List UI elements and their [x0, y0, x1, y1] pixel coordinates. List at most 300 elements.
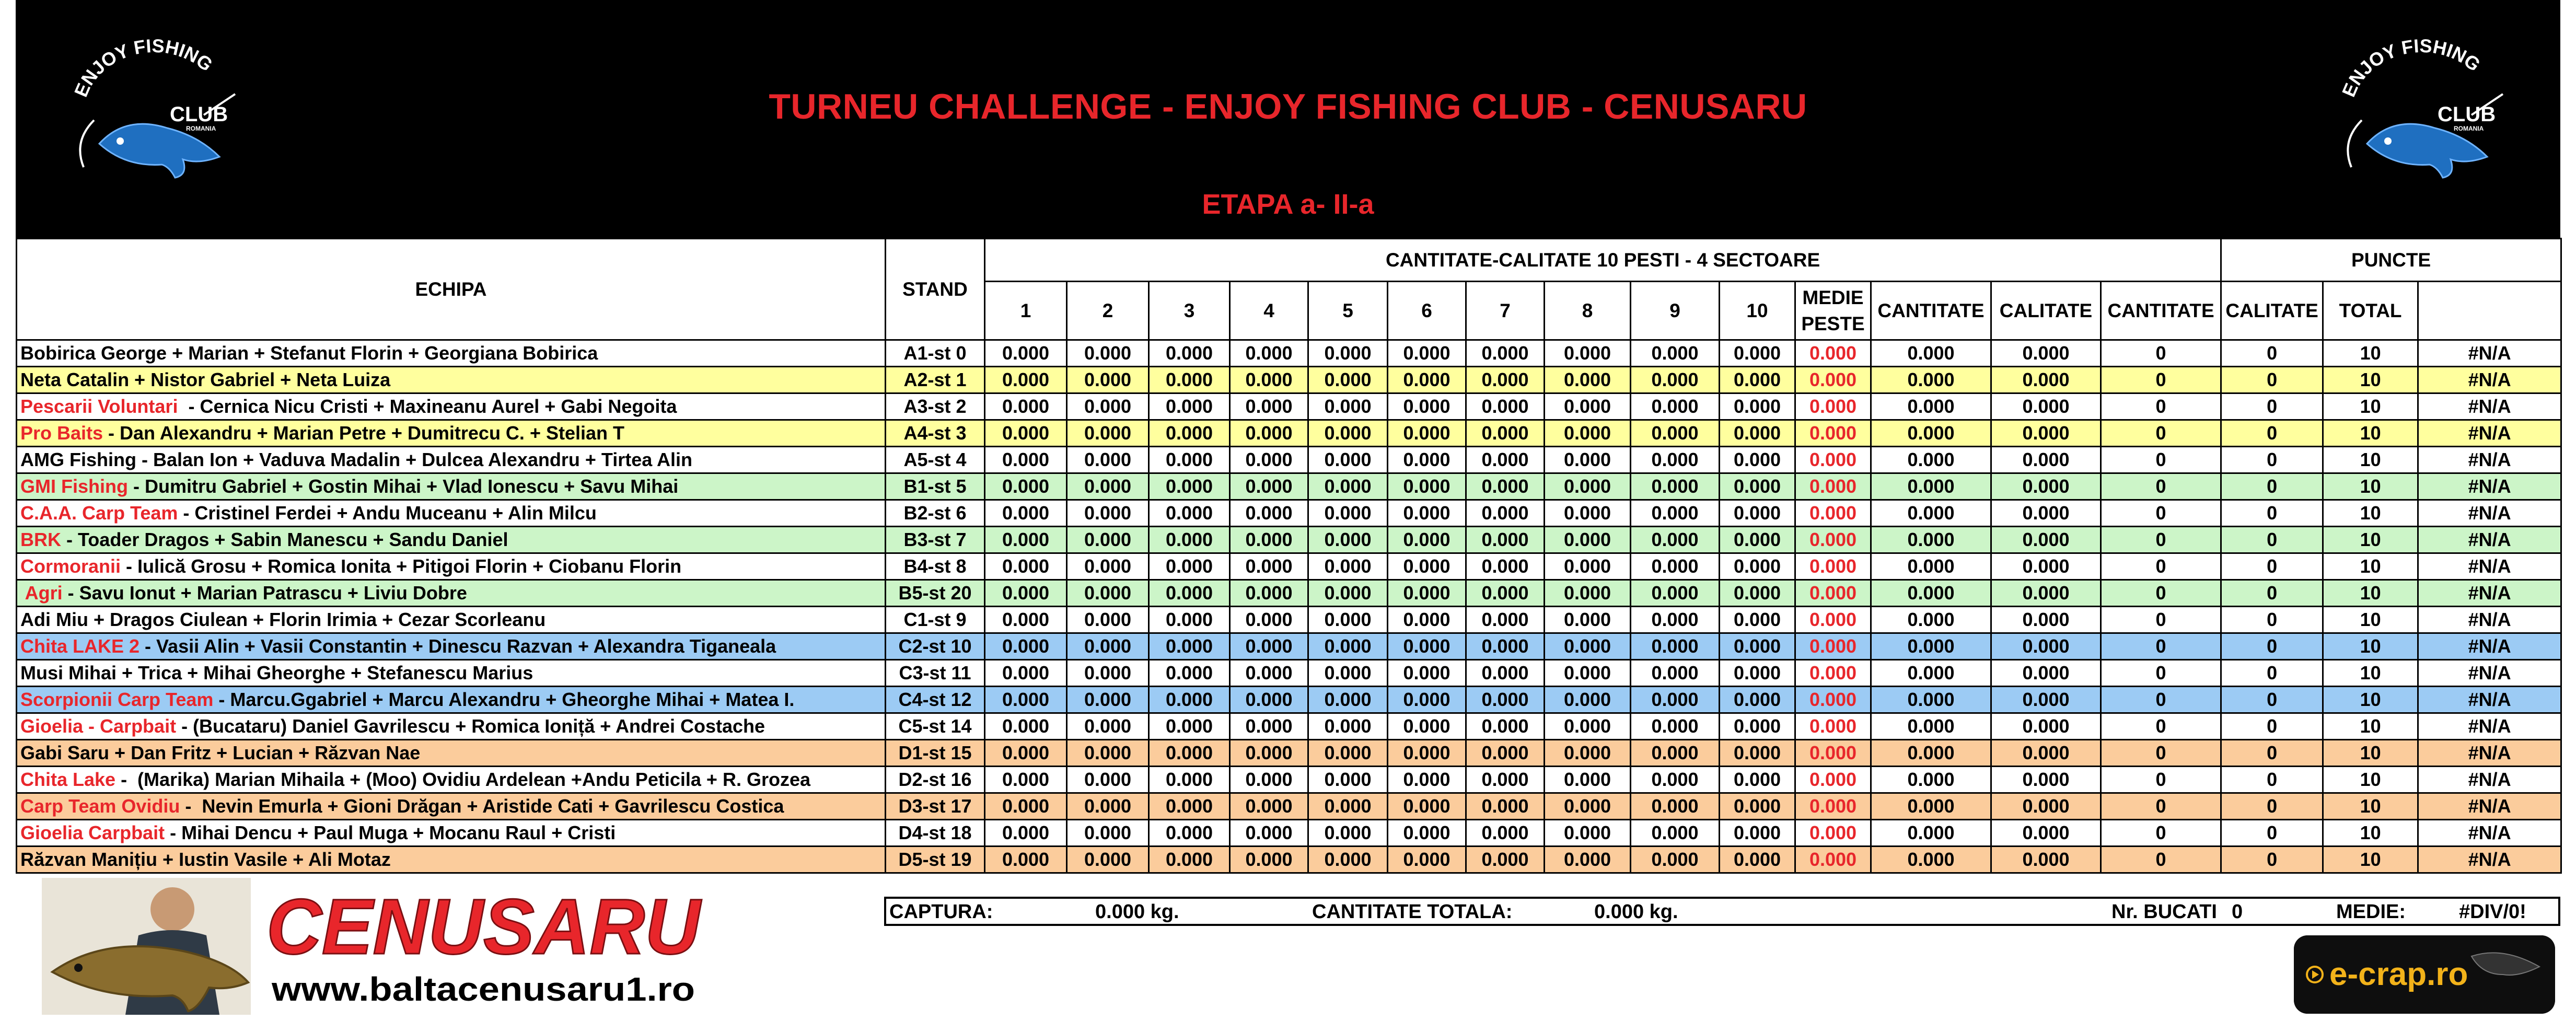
fish-weight-cell: 0.000: [1631, 420, 1720, 447]
fish-weight-cell: 0.000: [1308, 793, 1388, 820]
table-row: [17, 527, 2561, 553]
team-name: Carp Team Ovidiu: [20, 795, 180, 817]
fish-weight-cell: 0.000: [1308, 367, 1388, 393]
header-fish-1: 1: [985, 282, 1067, 340]
fish-weight-cell: 0.000: [1631, 687, 1720, 713]
team-name: Gioelia Carpbait: [20, 822, 165, 843]
fish-weight-cell: 0.000: [1308, 420, 1388, 447]
puncte-calitate-cell: 0: [2221, 553, 2323, 580]
team-members: - Nevin Emurla + Gioni Drăgan + Aristide Cati + Gavrilescu Costica: [180, 795, 784, 817]
table-row: [17, 740, 2561, 767]
fish-weight-cell: 0.000: [1388, 820, 1466, 847]
puncte-calitate-cell: 0: [2221, 740, 2323, 767]
fish-weight-cell: 0.000: [1545, 473, 1631, 500]
header-group-points: PUNCTE: [2221, 239, 2561, 282]
fish-weight-cell: 0.000: [1230, 713, 1308, 740]
clasament-cell: #N/A: [2418, 527, 2561, 553]
fish-weight-cell: 0.000: [1466, 340, 1545, 367]
fish-weight-cell: 0.000: [1545, 767, 1631, 793]
total-cell: 10: [2323, 687, 2418, 713]
results-table-body: [17, 340, 2561, 873]
fish-weight-cell: 0.000: [1230, 660, 1308, 687]
fish-weight-cell: 0.000: [1149, 553, 1230, 580]
header-total: TOTAL: [2323, 282, 2418, 340]
puncte-cantitate-cell: 0: [2101, 793, 2221, 820]
fish-weight-cell: 0.000: [1720, 367, 1795, 393]
fish-weight-cell: 0.000: [1308, 527, 1388, 553]
calitate-cell: 0.000: [1991, 420, 2101, 447]
header-cantitate: CANTITATE: [1871, 282, 1991, 340]
table-row: [17, 687, 2561, 713]
total-cell: 10: [2323, 740, 2418, 767]
total-cell: 10: [2323, 553, 2418, 580]
puncte-calitate-cell: 0: [2221, 820, 2323, 847]
header-puncte-calitate: CALITATE: [2221, 282, 2323, 340]
fish-weight-cell: 0.000: [1631, 500, 1720, 527]
team-name: C.A.A. Carp Team: [20, 502, 178, 524]
nr-bucati-label: Nr. BUCATI: [2111, 901, 2217, 923]
fish-weight-cell: 0.000: [1466, 660, 1545, 687]
header-medie-peste: MEDIE PESTE: [1795, 282, 1871, 340]
fish-weight-cell: 0.000: [1308, 500, 1388, 527]
fish-weight-cell: 0.000: [1067, 687, 1149, 713]
fish-weight-cell: 0.000: [1545, 660, 1631, 687]
total-cell: 10: [2323, 500, 2418, 527]
fish-weight-cell: 0.000: [1067, 740, 1149, 767]
header-stand: STAND: [886, 239, 985, 340]
fish-weight-cell: 0.000: [985, 527, 1067, 553]
stand-cell: A4-st 3: [886, 420, 985, 447]
stand-cell: D3-st 17: [886, 793, 985, 820]
fish-weight-cell: 0.000: [1067, 553, 1149, 580]
medie-peste-cell: 0.000: [1795, 393, 1871, 420]
medie-peste-cell: 0.000: [1795, 420, 1871, 447]
team-cell: [17, 340, 886, 367]
stand-cell: C1-st 9: [886, 607, 985, 633]
fish-weight-cell: 0.000: [1230, 767, 1308, 793]
fish-weight-cell: 0.000: [1466, 527, 1545, 553]
fish-weight-cell: 0.000: [1631, 367, 1720, 393]
puncte-cantitate-cell: 0: [2101, 713, 2221, 740]
fish-weight-cell: 0.000: [1230, 340, 1308, 367]
fish-weight-cell: 0.000: [1230, 367, 1308, 393]
medie-peste-cell: 0.000: [1795, 367, 1871, 393]
fish-weight-cell: 0.000: [1067, 527, 1149, 553]
team-members: AMG Fishing - Balan Ion + Vaduva Madalin + Dulcea Alexandru + Tirtea Alin: [20, 449, 692, 470]
cantitate-totala-value: 0.000 kg.: [1594, 901, 1678, 923]
fish-weight-cell: 0.000: [1388, 847, 1466, 873]
logo-text-line3: ROMANIA: [186, 125, 216, 132]
team-cell: [17, 633, 886, 660]
team-members: - Savu Ionut + Marian Patrascu + Liviu Dobre: [62, 582, 467, 604]
fish-weight-cell: 0.000: [1149, 820, 1230, 847]
ecrap-name: e-crap.ro: [2329, 956, 2468, 992]
stand-cell: C4-st 12: [886, 687, 985, 713]
fish-weight-cell: 0.000: [1308, 847, 1388, 873]
calitate-cell: 0.000: [1991, 687, 2101, 713]
team-members: Neta Catalin + Nistor Gabriel + Neta Luiza: [20, 369, 391, 390]
fish-weight-cell: 0.000: [1720, 580, 1795, 607]
fish-weight-cell: 0.000: [1631, 607, 1720, 633]
fish-weight-cell: 0.000: [1149, 367, 1230, 393]
team-members: Bobirica George + Marian + Stefanut Florin + Georgiana Bobirica: [20, 342, 598, 364]
cenusaru-banner: [42, 878, 721, 1015]
stand-cell: C3-st 11: [886, 660, 985, 687]
fish-weight-cell: 0.000: [1545, 633, 1631, 660]
fish-weight-cell: 0.000: [1149, 580, 1230, 607]
table-row: [17, 847, 2561, 873]
medie-peste-cell: 0.000: [1795, 527, 1871, 553]
fish-weight-cell: 0.000: [1388, 393, 1466, 420]
team-members: - Cernica Nicu Cristi + Maxineanu Aurel + Gabi Negoita: [183, 396, 677, 417]
header-fish-6: 6: [1388, 282, 1466, 340]
medie-peste-cell: 0.000: [1795, 740, 1871, 767]
ecrap-logo: [2294, 935, 2555, 1014]
team-cell: [17, 393, 886, 420]
fish-weight-cell: 0.000: [985, 847, 1067, 873]
fish-weight-cell: 0.000: [1149, 847, 1230, 873]
calitate-cell: 0.000: [1991, 767, 2101, 793]
clasament-cell: #N/A: [2418, 420, 2561, 447]
team-cell: [17, 767, 886, 793]
calitate-cell: 0.000: [1991, 740, 2101, 767]
fish-weight-cell: 0.000: [985, 447, 1067, 473]
clasament-cell: #N/A: [2418, 820, 2561, 847]
puncte-calitate-cell: 0: [2221, 500, 2323, 527]
cantitate-cell: 0.000: [1871, 447, 1991, 473]
cantitate-cell: 0.000: [1871, 687, 1991, 713]
stand-cell: D2-st 16: [886, 767, 985, 793]
cantitate-cell: 0.000: [1871, 713, 1991, 740]
puncte-cantitate-cell: 0: [2101, 447, 2221, 473]
team-members: - Dan Alexandru + Marian Petre + Dumitrecu C. + Stelian T: [103, 422, 624, 444]
calitate-cell: 0.000: [1991, 447, 2101, 473]
fish-weight-cell: 0.000: [1230, 687, 1308, 713]
cantitate-cell: 0.000: [1871, 527, 1991, 553]
medie-peste-cell: 0.000: [1795, 340, 1871, 367]
puncte-cantitate-cell: 0: [2101, 633, 2221, 660]
total-cell: 10: [2323, 793, 2418, 820]
fish-weight-cell: 0.000: [1230, 820, 1308, 847]
fish-weight-cell: 0.000: [1631, 553, 1720, 580]
captura-value: 0.000 kg.: [1095, 901, 1179, 923]
fish-weight-cell: 0.000: [1545, 687, 1631, 713]
stage-title: ETAPA a- II-a: [1202, 189, 1374, 220]
fish-weight-cell: 0.000: [1545, 527, 1631, 553]
cantitate-totala-label: CANTITATE TOTALA:: [1312, 901, 1513, 923]
team-name: Chita LAKE 2: [20, 635, 140, 657]
clasament-cell: #N/A: [2418, 633, 2561, 660]
team-name: GMI Fishing: [20, 476, 128, 497]
fish-weight-cell: 0.000: [1720, 553, 1795, 580]
fish-weight-cell: 0.000: [1388, 367, 1466, 393]
total-cell: 10: [2323, 367, 2418, 393]
fish-weight-cell: 0.000: [1067, 367, 1149, 393]
fish-weight-cell: 0.000: [985, 767, 1067, 793]
fish-weight-cell: 0.000: [1388, 793, 1466, 820]
table-row: [17, 607, 2561, 633]
fish-weight-cell: 0.000: [1720, 420, 1795, 447]
fish-weight-cell: 0.000: [1388, 740, 1466, 767]
clasament-cell: #N/A: [2418, 607, 2561, 633]
puncte-calitate-cell: 0: [2221, 793, 2323, 820]
fish-weight-cell: 0.000: [1545, 793, 1631, 820]
fish-weight-cell: 0.000: [985, 393, 1067, 420]
clasament-cell: #N/A: [2418, 340, 2561, 367]
fish-weight-cell: 0.000: [1308, 607, 1388, 633]
fish-weight-cell: 0.000: [1388, 660, 1466, 687]
calitate-cell: 0.000: [1991, 607, 2101, 633]
results-table: [16, 238, 2562, 874]
team-cell: [17, 713, 886, 740]
total-cell: 10: [2323, 447, 2418, 473]
team-members: - (Marika) Marian Mihaila + (Moo) Ovidiu Ardelean +Andu Peticila + R. Grozea: [115, 769, 811, 790]
cantitate-cell: 0.000: [1871, 367, 1991, 393]
puncte-cantitate-cell: 0: [2101, 340, 2221, 367]
fish-weight-cell: 0.000: [985, 793, 1067, 820]
team-cell: [17, 740, 886, 767]
team-members: Adi Miu + Dragos Ciulean + Florin Irimia + Cezar Scorleanu: [20, 609, 546, 630]
fish-weight-cell: 0.000: [1545, 340, 1631, 367]
fish-weight-cell: 0.000: [1230, 473, 1308, 500]
puncte-cantitate-cell: 0: [2101, 500, 2221, 527]
puncte-calitate-cell: 0: [2221, 580, 2323, 607]
fish-weight-cell: 0.000: [1230, 580, 1308, 607]
fish-weight-cell: 0.000: [1545, 553, 1631, 580]
cantitate-cell: 0.000: [1871, 393, 1991, 420]
puncte-calitate-cell: 0: [2221, 447, 2323, 473]
fish-weight-cell: 0.000: [1067, 820, 1149, 847]
team-members: - Mihai Dencu + Paul Muga + Mocanu Raul + Cristi: [165, 822, 616, 843]
puncte-calitate-cell: 0: [2221, 847, 2323, 873]
fish-weight-cell: 0.000: [1466, 713, 1545, 740]
header-fish-4: 4: [1230, 282, 1308, 340]
fish-weight-cell: 0.000: [1308, 633, 1388, 660]
nr-bucati-value: 0: [2232, 901, 2243, 923]
fish-weight-cell: 0.000: [1230, 447, 1308, 473]
header-fish-3: 3: [1149, 282, 1230, 340]
fish-weight-cell: 0.000: [1631, 527, 1720, 553]
fish-weight-cell: 0.000: [985, 633, 1067, 660]
puncte-cantitate-cell: 0: [2101, 820, 2221, 847]
team-members: - Marcu.Ggabriel + Marcu Alexandru + Gheorghe Mihai + Matea I.: [213, 689, 795, 710]
fish-weight-cell: 0.000: [1149, 447, 1230, 473]
table-row: [17, 660, 2561, 687]
fish-weight-cell: 0.000: [985, 500, 1067, 527]
stand-cell: A2-st 1: [886, 367, 985, 393]
cantitate-cell: 0.000: [1871, 580, 1991, 607]
fish-weight-cell: 0.000: [1545, 607, 1631, 633]
fish-weight-cell: 0.000: [1067, 447, 1149, 473]
medie-peste-cell: 0.000: [1795, 847, 1871, 873]
cantitate-cell: 0.000: [1871, 340, 1991, 367]
fish-weight-cell: 0.000: [1466, 473, 1545, 500]
fish-weight-cell: 0.000: [1149, 500, 1230, 527]
stand-cell: D4-st 18: [886, 820, 985, 847]
fish-weight-cell: 0.000: [1466, 393, 1545, 420]
cenusaru-name: CENUSARU: [266, 883, 702, 970]
fish-weight-cell: 0.000: [1388, 767, 1466, 793]
team-name: Gioelia - Carpbait: [20, 715, 177, 737]
fish-weight-cell: 0.000: [1067, 660, 1149, 687]
fish-weight-cell: 0.000: [1067, 420, 1149, 447]
fish-weight-cell: 0.000: [1720, 820, 1795, 847]
fish-weight-cell: 0.000: [1308, 473, 1388, 500]
puncte-cantitate-cell: 0: [2101, 553, 2221, 580]
page-title: TURNEU CHALLENGE - ENJOY FISHING CLUB - CENUSARU: [769, 87, 1807, 126]
calitate-cell: 0.000: [1991, 793, 2101, 820]
summary-bar: [884, 897, 2560, 926]
puncte-cantitate-cell: 0: [2101, 367, 2221, 393]
fish-weight-cell: 0.000: [985, 660, 1067, 687]
header-fish-2: 2: [1067, 282, 1149, 340]
fish-weight-cell: 0.000: [1149, 793, 1230, 820]
enjoy-fishing-club-logo-right: [2330, 37, 2519, 183]
fish-weight-cell: 0.000: [1720, 793, 1795, 820]
fish-weight-cell: 0.000: [1388, 607, 1466, 633]
stand-cell: B3-st 7: [886, 527, 985, 553]
fish-weight-cell: 0.000: [1720, 447, 1795, 473]
header-fish-8: 8: [1545, 282, 1631, 340]
fish-weight-cell: 0.000: [1230, 607, 1308, 633]
puncte-calitate-cell: 0: [2221, 420, 2323, 447]
fish-weight-cell: 0.000: [1388, 580, 1466, 607]
team-cell: [17, 447, 886, 473]
fish-weight-cell: 0.000: [1230, 553, 1308, 580]
fish-weight-cell: 0.000: [985, 607, 1067, 633]
team-cell: [17, 553, 886, 580]
team-cell: [17, 847, 886, 873]
team-members: - (Bucataru) Daniel Gavrilescu + Romica Ioniță + Andrei Costache: [176, 715, 765, 737]
table-row: [17, 500, 2561, 527]
fish-weight-cell: 0.000: [1149, 393, 1230, 420]
fish-weight-cell: 0.000: [1067, 713, 1149, 740]
fish-weight-cell: 0.000: [1545, 447, 1631, 473]
stand-cell: A1-st 0: [886, 340, 985, 367]
table-row: [17, 447, 2561, 473]
fish-weight-cell: 0.000: [1720, 607, 1795, 633]
fish-weight-cell: 0.000: [1067, 847, 1149, 873]
table-row: [17, 713, 2561, 740]
cantitate-cell: 0.000: [1871, 820, 1991, 847]
fish-weight-cell: 0.000: [1631, 767, 1720, 793]
stand-cell: A3-st 2: [886, 393, 985, 420]
cantitate-cell: 0.000: [1871, 553, 1991, 580]
logo-text-line2: CLUB: [2438, 103, 2496, 126]
team-cell: [17, 687, 886, 713]
fish-weight-cell: 0.000: [1308, 660, 1388, 687]
team-members: Răzvan Manițiu + Iustin Vasile + Ali Motaz: [20, 849, 391, 870]
fish-weight-cell: 0.000: [1466, 607, 1545, 633]
fish-weight-cell: 0.000: [1720, 633, 1795, 660]
team-cell: [17, 580, 886, 607]
total-cell: 10: [2323, 713, 2418, 740]
fish-weight-cell: 0.000: [1545, 393, 1631, 420]
fish-weight-cell: 0.000: [1230, 500, 1308, 527]
clasament-cell: #N/A: [2418, 473, 2561, 500]
fish-weight-cell: 0.000: [1067, 793, 1149, 820]
fish-weight-cell: 0.000: [1631, 660, 1720, 687]
puncte-cantitate-cell: 0: [2101, 767, 2221, 793]
cantitate-cell: 0.000: [1871, 793, 1991, 820]
fish-weight-cell: 0.000: [1545, 713, 1631, 740]
medie-peste-cell: 0.000: [1795, 500, 1871, 527]
team-cell: [17, 367, 886, 393]
calitate-cell: 0.000: [1991, 500, 2101, 527]
fish-weight-cell: 0.000: [1388, 527, 1466, 553]
team-cell: [17, 660, 886, 687]
table-row: [17, 420, 2561, 447]
fish-weight-cell: 0.000: [1631, 447, 1720, 473]
fish-weight-cell: 0.000: [1149, 713, 1230, 740]
clasament-cell: #N/A: [2418, 687, 2561, 713]
team-name: Agri: [20, 582, 63, 604]
table-row: [17, 820, 2561, 847]
fish-weight-cell: 0.000: [1230, 420, 1308, 447]
fish-weight-cell: 0.000: [1388, 687, 1466, 713]
team-cell: [17, 793, 886, 820]
total-cell: 10: [2323, 660, 2418, 687]
cantitate-cell: 0.000: [1871, 847, 1991, 873]
total-cell: 10: [2323, 580, 2418, 607]
total-cell: 10: [2323, 820, 2418, 847]
calitate-cell: 0.000: [1991, 367, 2101, 393]
fish-weight-cell: 0.000: [1230, 633, 1308, 660]
medie-peste-cell: 0.000: [1795, 553, 1871, 580]
fish-weight-cell: 0.000: [985, 713, 1067, 740]
team-name: Chita Lake: [20, 769, 116, 790]
medie-peste-cell: 0.000: [1795, 607, 1871, 633]
svg-text:ENJOY FISHING: [2338, 37, 2485, 100]
table-row: [17, 793, 2561, 820]
clasament-cell: #N/A: [2418, 660, 2561, 687]
puncte-calitate-cell: 0: [2221, 340, 2323, 367]
cantitate-cell: 0.000: [1871, 660, 1991, 687]
fish-weight-cell: 0.000: [1466, 767, 1545, 793]
puncte-cantitate-cell: 0: [2101, 740, 2221, 767]
fish-weight-cell: 0.000: [1388, 340, 1466, 367]
stand-cell: A5-st 4: [886, 447, 985, 473]
fish-weight-cell: 0.000: [1149, 527, 1230, 553]
fish-weight-cell: 0.000: [1308, 740, 1388, 767]
team-cell: [17, 500, 886, 527]
header-fish-7: 7: [1466, 282, 1545, 340]
cantitate-cell: 0.000: [1871, 473, 1991, 500]
fish-weight-cell: 0.000: [1230, 740, 1308, 767]
fish-weight-cell: 0.000: [1308, 767, 1388, 793]
header-fish-9: 9: [1631, 282, 1720, 340]
clasament-cell: #N/A: [2418, 740, 2561, 767]
fish-weight-cell: 0.000: [1230, 847, 1308, 873]
fish-weight-cell: 0.000: [1466, 793, 1545, 820]
fish-weight-cell: 0.000: [1067, 500, 1149, 527]
fish-weight-cell: 0.000: [1308, 393, 1388, 420]
fish-weight-cell: 0.000: [1149, 767, 1230, 793]
puncte-calitate-cell: 0: [2221, 527, 2323, 553]
medie-peste-cell: 0.000: [1795, 687, 1871, 713]
stand-cell: C5-st 14: [886, 713, 985, 740]
medie-peste-cell: 0.000: [1795, 793, 1871, 820]
fish-weight-cell: 0.000: [1149, 740, 1230, 767]
fish-weight-cell: 0.000: [985, 820, 1067, 847]
fish-weight-cell: 0.000: [1720, 340, 1795, 367]
fish-weight-cell: 0.000: [1545, 367, 1631, 393]
calitate-cell: 0.000: [1991, 340, 2101, 367]
fish-weight-cell: 0.000: [1720, 393, 1795, 420]
fish-weight-cell: 0.000: [1308, 340, 1388, 367]
puncte-calitate-cell: 0: [2221, 713, 2323, 740]
fish-weight-cell: 0.000: [1230, 393, 1308, 420]
